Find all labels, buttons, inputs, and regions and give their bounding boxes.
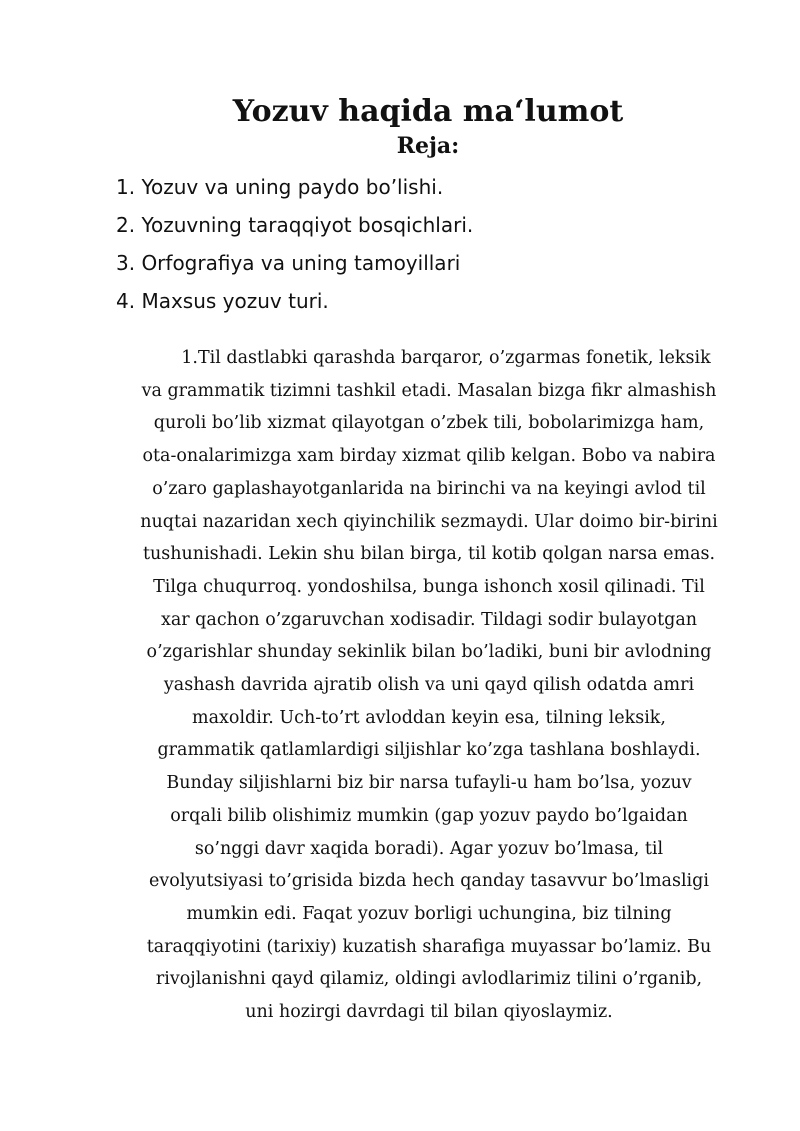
paragraph-line: taraqqiyotini (tarixiy) kuzatish sharafiga muyassar bo’lamiz. Bu [146,936,712,957]
plan-item: 4. Maxsus yozuv turi. [116,289,329,313]
paragraph-line: o’zgarishlar shunday sekinlik bilan bo’ladiki, buni bir avlodning [146,642,712,663]
paragraph-line: Bunday siljishlarni biz bir narsa tufayli-u ham bo’lsa, yozuv [166,773,692,794]
paragraph-line: grammatik qatlamlardigi siljishlar ko’zga tashlana boshlaydi. [157,740,701,761]
document-title: Yozuv haqida maʻlumot [232,94,624,130]
paragraph-line: mumkin edi. Faqat yozuv borligi uchungina, biz tilning [186,903,672,924]
paragraph-line: so’nggi davr xaqida boradi). Agar yozuv bo’lmasa, til [194,838,664,859]
paragraph-line: evolyutsiyasi to’grisida bizda hech qanday tasavvur bo’lmasligi [149,871,709,892]
body-paragraph [106,342,752,1029]
plan-item: 2. Yozuvning taraqqiyot bosqichlari. [116,213,474,237]
paragraph-line: quroli bo’lib xizmat qilayotgan o’zbek tili, bobolarimizga ham, [153,413,705,434]
paragraph-line: rivojlanishni qayd qilamiz, oldingi avlodlarimiz tilini o’rganib, [155,969,703,990]
paragraph-line: uni hozirgi davrdagi til bilan qiyoslaymiz. [245,1002,613,1023]
paragraph-line: va grammatik tizimni tashkil etadi. Masalan bizga fikr almashish [141,380,717,401]
plan-item: 1. Yozuv va uning paydo bo’lishi. [116,175,444,199]
paragraph-line: maxoldir. Uch-to’rt avloddan keyin esa, tilning leksik, [192,707,666,728]
paragraph-line: Tilga chuqurroq. yondoshilsa, bunga ishonch xosil qilinadi. Til [153,576,705,597]
paragraph-line: xar qachon o’zgaruvchan xodisadir. Tildagi sodir bulayotgan [160,609,698,630]
paragraph-line: o’zaro gaplashayotganlarida na birinchi va na keyingi avlod til [152,478,706,499]
paragraph-line: nuqtai nazaridan xech qiyinchilik sezmaydi. Ular doimo bir-birini [140,511,718,532]
paragraph-line: yashash davrida ajratib olish va uni qayd qilish odatda amri [163,675,695,696]
plan-list [116,168,473,320]
paragraph-line: ota-onalarimizga xam birday xizmat qilib kelgan. Bobo va nabira [142,446,716,467]
paragraph-line: 1.Til dastlabki qarashda barqaror, o’zgarmas fonetik, leksik [181,348,711,368]
plan-item: 3. Orfografiya va uning tamoyillari [116,251,461,275]
paragraph-line: tushunishadi. Lekin shu bilan birga, til kotib qolgan narsa emas. [142,544,716,565]
plan-heading: Reja: [396,133,460,159]
paragraph-line: orqali bilib olishimiz mumkin (gap yozuv paydo bo’lgaidan [170,805,688,826]
